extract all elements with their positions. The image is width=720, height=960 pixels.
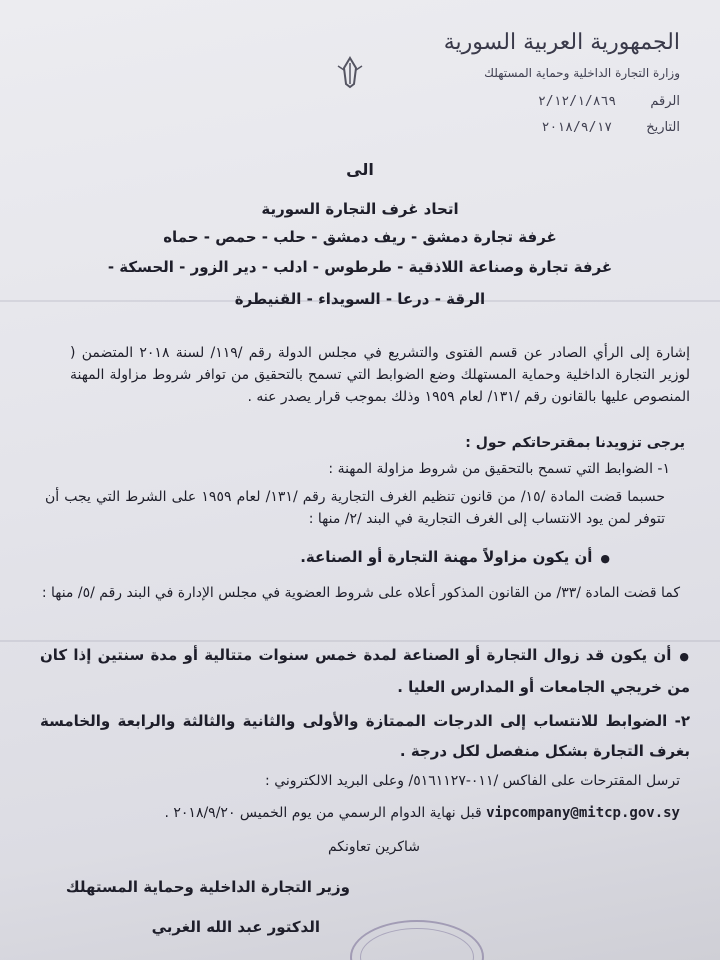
recipient-line: غرفة تجارة وصناعة اللاذقية - طرطوس - ادلب - دير الزور - الحسكة - xyxy=(107,258,613,276)
email-deadline-line xyxy=(164,802,680,824)
date-value: ٢٠١٨/٩/١٧ xyxy=(541,120,613,135)
reference-number xyxy=(420,94,680,109)
letter-date xyxy=(420,120,680,135)
recipient-line: الرقة - درعا - السويداء - القنيطرة xyxy=(234,290,486,308)
section-1-text: حسبما قضت المادة /١٥/ من قانون تنظيم الغرف التجارية رقم /١٣١/ لعام ١٩٥٩ على الشرط التي يجب أن تتوفر لمن يود الانتساب إلى الغرف التجارية في البند /٢/ منها : xyxy=(45,489,666,527)
stamp-ring xyxy=(360,928,474,960)
signature-name: الدكتور عبد الله الغربي xyxy=(151,918,320,936)
country-name: الجمهورية العربية السورية xyxy=(443,30,680,55)
section-2: ٢- الضوابط للانتساب إلى الدرجات الممتازة والأولى والثانية والثالثة والرابعة والخامسة بغرف التجارة بشكل منفصل لكل درجة . xyxy=(40,712,690,760)
bullet-item xyxy=(40,640,690,702)
eagle-emblem-icon xyxy=(332,54,368,90)
bullet-item xyxy=(300,546,610,570)
signature-title: وزير التجارة الداخلية وحماية المستهلك xyxy=(65,878,350,896)
recipient-line: اتحاد غرف التجارة السورية xyxy=(261,200,459,218)
deadline-text: قبل نهاية الدوام الرسمي من يوم الخميس ٢٠١٨/٩/٢٠ . xyxy=(164,805,482,821)
send-line: ترسل المقترحات على الفاكس /٠١١-٥١٦١١٢٧/ وعلى البريد الالكتروني : xyxy=(265,773,680,789)
section-1-title: ١- الضوابط التي تسمح بالتحقيق من شروط مزاولة المهنة : xyxy=(328,461,670,477)
email-address: vipcompany@mitcp.gov.sy xyxy=(486,805,680,821)
request-line: يرجى تزويدنا بمقترحاتكم حول : xyxy=(465,435,685,451)
reference-value: ٢/١٢/١/٨٦٩ xyxy=(537,94,617,109)
intro-paragraph: إشارة إلى الرأي الصادر عن قسم الفتوى والتشريع في مجلس الدولة رقم /١١٩/ لسنة ٢٠١٨ المتضمن ( لوزير التجارة الداخلية وحماية المستهلك وضع الضوابط التي تسمح بالتحقيق من توافر شروط مزاولة المهنة المنصوص عليها بالقانون رقم /١٣١/ لعام ١٩٥٩ وذلك بموجب قرار يصدر عنه . xyxy=(70,345,690,405)
recipient-to: الى xyxy=(346,160,374,179)
ministry-name: وزارة التجارة الداخلية وحماية المستهلك xyxy=(484,66,680,80)
recipient-line: غرفة تجارة دمشق - ريف دمشق - حلب - حمص - حماه xyxy=(163,228,557,246)
bullet-text: أن يكون مزاولاً مهنة التجارة أو الصناعة. xyxy=(300,548,593,566)
bullet-text: أن يكون قد زوال التجارة أو الصناعة لمدة خمس سنوات متتالية أو مدة سنتين إذا كان من خريجي الجامعات أو المدارس العليا . xyxy=(40,646,690,696)
thanks-line: شاكرين تعاونكم xyxy=(327,839,420,855)
official-stamp-icon xyxy=(350,920,484,960)
reference-label: الرقم xyxy=(650,94,680,109)
section-1-text-2: كما قضت المادة /٣٣/ من القانون المذكور أعلاه على شروط العضوية في مجلس الإدارة في البند رقم /٥/ منها : xyxy=(41,585,680,601)
date-label: التاريخ xyxy=(646,120,680,135)
